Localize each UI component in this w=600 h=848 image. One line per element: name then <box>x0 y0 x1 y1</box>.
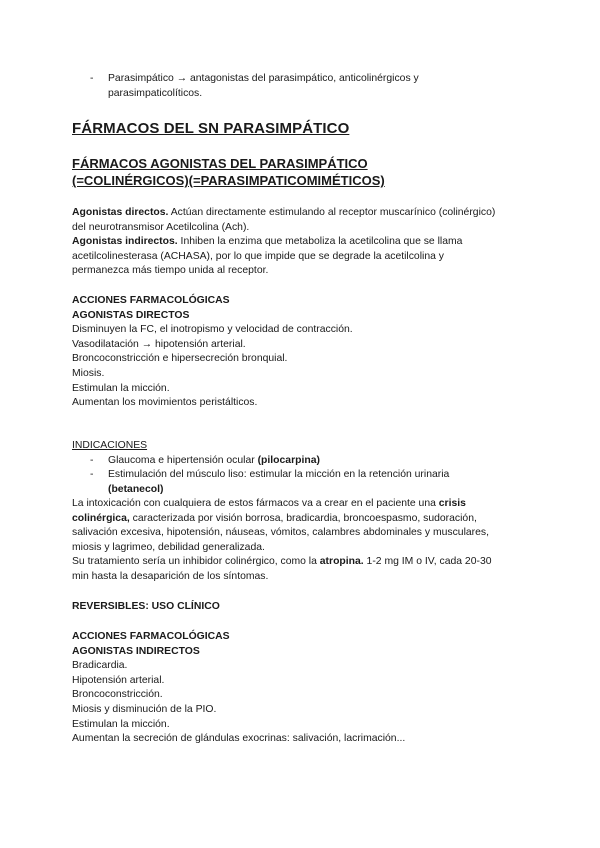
indicaciones-section <box>72 439 542 497</box>
intox-text: La intoxicación con cualquiera de estos fármacos va a crear en el paciente una <box>72 498 439 509</box>
page-title: FÁRMACOS DEL SN PARASIMPÁTICO <box>72 120 350 137</box>
acciones-line: Miosis. <box>72 367 105 379</box>
acciones-line: Hipotensión arterial. <box>72 674 165 686</box>
tratamiento-text: 1-2 mg IM o IV, cada 20-30 <box>363 556 492 568</box>
acciones-line: Broncoconstricción e hipersecreción bronquial. <box>72 353 288 365</box>
acciones-line: Disminuyen la FC, el inotropismo y velocidad de contracción. <box>72 324 353 336</box>
indirectos-text1: Inhiben la enzima que metaboliza la acetilcolina que se llama <box>177 236 463 248</box>
acciones-line: Estimulan la micción. <box>72 382 170 394</box>
acciones-heading: ACCIONES FARMACOLÓGICAS <box>72 631 230 642</box>
intoxicacion-paragraph <box>72 497 542 585</box>
intox-bold: colinérgica, <box>72 512 130 524</box>
indirectos-line3: permanezca más tiempo unida al receptor. <box>72 265 269 277</box>
section-title <box>72 155 542 189</box>
agonistas-definitions <box>72 206 542 279</box>
reversibles-heading: REVERSIBLES: USO CLÍNICO <box>72 601 220 612</box>
acciones-line: Aumentan los movimientos peristálticos. <box>72 397 258 409</box>
list-marker: - <box>90 454 94 466</box>
indirectos-line1 <box>72 235 542 250</box>
list-item-parasimpatico <box>72 72 578 101</box>
intox-line2 <box>72 512 542 527</box>
acciones-line: Miosis y disminución de la PIO. <box>72 703 217 715</box>
section-title-line1: FÁRMACOS AGONISTAS DEL PARASIMPÁTICO <box>72 156 368 171</box>
acciones-line: Bradicardia. <box>72 660 128 672</box>
tratamiento-text: Su tratamiento sería un inhibidor colinérgico, como la <box>72 556 320 568</box>
indirectos-line2: acetilcolinesterasa (ACHASA), por lo que impide que se degrade la acetilcolina y <box>72 250 444 262</box>
list-item-glaucoma <box>72 454 542 469</box>
directos-label: Agonistas directos. <box>72 207 169 218</box>
indicacion-text: Estimulación del músculo liso: estimular la micción en la retención urinaria <box>108 469 450 481</box>
acciones-heading: ACCIONES FARMACOLÓGICAS <box>72 295 230 306</box>
intox-bold: crisis <box>438 498 466 509</box>
acciones-line: Estimulan la micción. <box>72 718 170 730</box>
indirectos-label: Agonistas indirectos. <box>72 236 178 248</box>
intox-line4: miosis y lagrimeo, debilidad generalizada. <box>72 541 265 553</box>
list-item-musculo-liso <box>72 468 542 497</box>
directos-text1: Actúan directamente estimulando al receptor muscarínico (colinérgico) <box>168 207 496 218</box>
list-item-text-line1: Parasimpático → antagonistas del parasimpático, anticolinérgicos y <box>108 73 419 84</box>
indicaciones-heading: INDICACIONES <box>72 440 148 451</box>
directos-line2: del neurotransmisor Acetilcolina (Ach). <box>72 221 250 233</box>
intox-line1 <box>72 497 542 512</box>
tratamiento-line2: min hasta la desaparición de los síntomas. <box>72 570 269 582</box>
list-marker: - <box>90 469 94 481</box>
acciones-line: Broncoconstricción. <box>72 689 163 701</box>
intox-line3: salivación excesiva, hipotensión, náuseas, vómitos, calambres abdominales y musculares, <box>72 527 489 539</box>
acciones-subheading: AGONISTAS DIRECTOS <box>72 309 190 321</box>
acciones-directos-section <box>72 294 542 411</box>
acciones-line: Vasodilatación → hipotensión arterial. <box>72 338 246 350</box>
tratamiento-line1 <box>72 555 542 570</box>
intox-text: caracterizada por visión borrosa, bradicardia, broncoespasmo, sudoración, <box>129 512 477 524</box>
indicacion-text: Glaucoma e hipertensión ocular <box>108 454 258 466</box>
section-title-line2: (=COLINÉRGICOS)(=PARASIMPATICOMIMÉTICOS) <box>72 173 385 188</box>
tratamiento-drug: atropina. <box>319 556 364 568</box>
directos-line1 <box>72 206 542 221</box>
acciones-line: Aumentan la secreción de glándulas exocrinas: salivación, lacrimación... <box>72 733 406 745</box>
acciones-indirectos-section <box>72 630 542 747</box>
list-item-text-line2: parasimpaticolíticos. <box>108 87 203 99</box>
indicacion-drug: (pilocarpina) <box>257 454 320 466</box>
list-marker: - <box>90 73 94 84</box>
indicacion-drug: (betanecol) <box>108 483 164 495</box>
acciones-subheading: AGONISTAS INDIRECTOS <box>72 645 200 657</box>
